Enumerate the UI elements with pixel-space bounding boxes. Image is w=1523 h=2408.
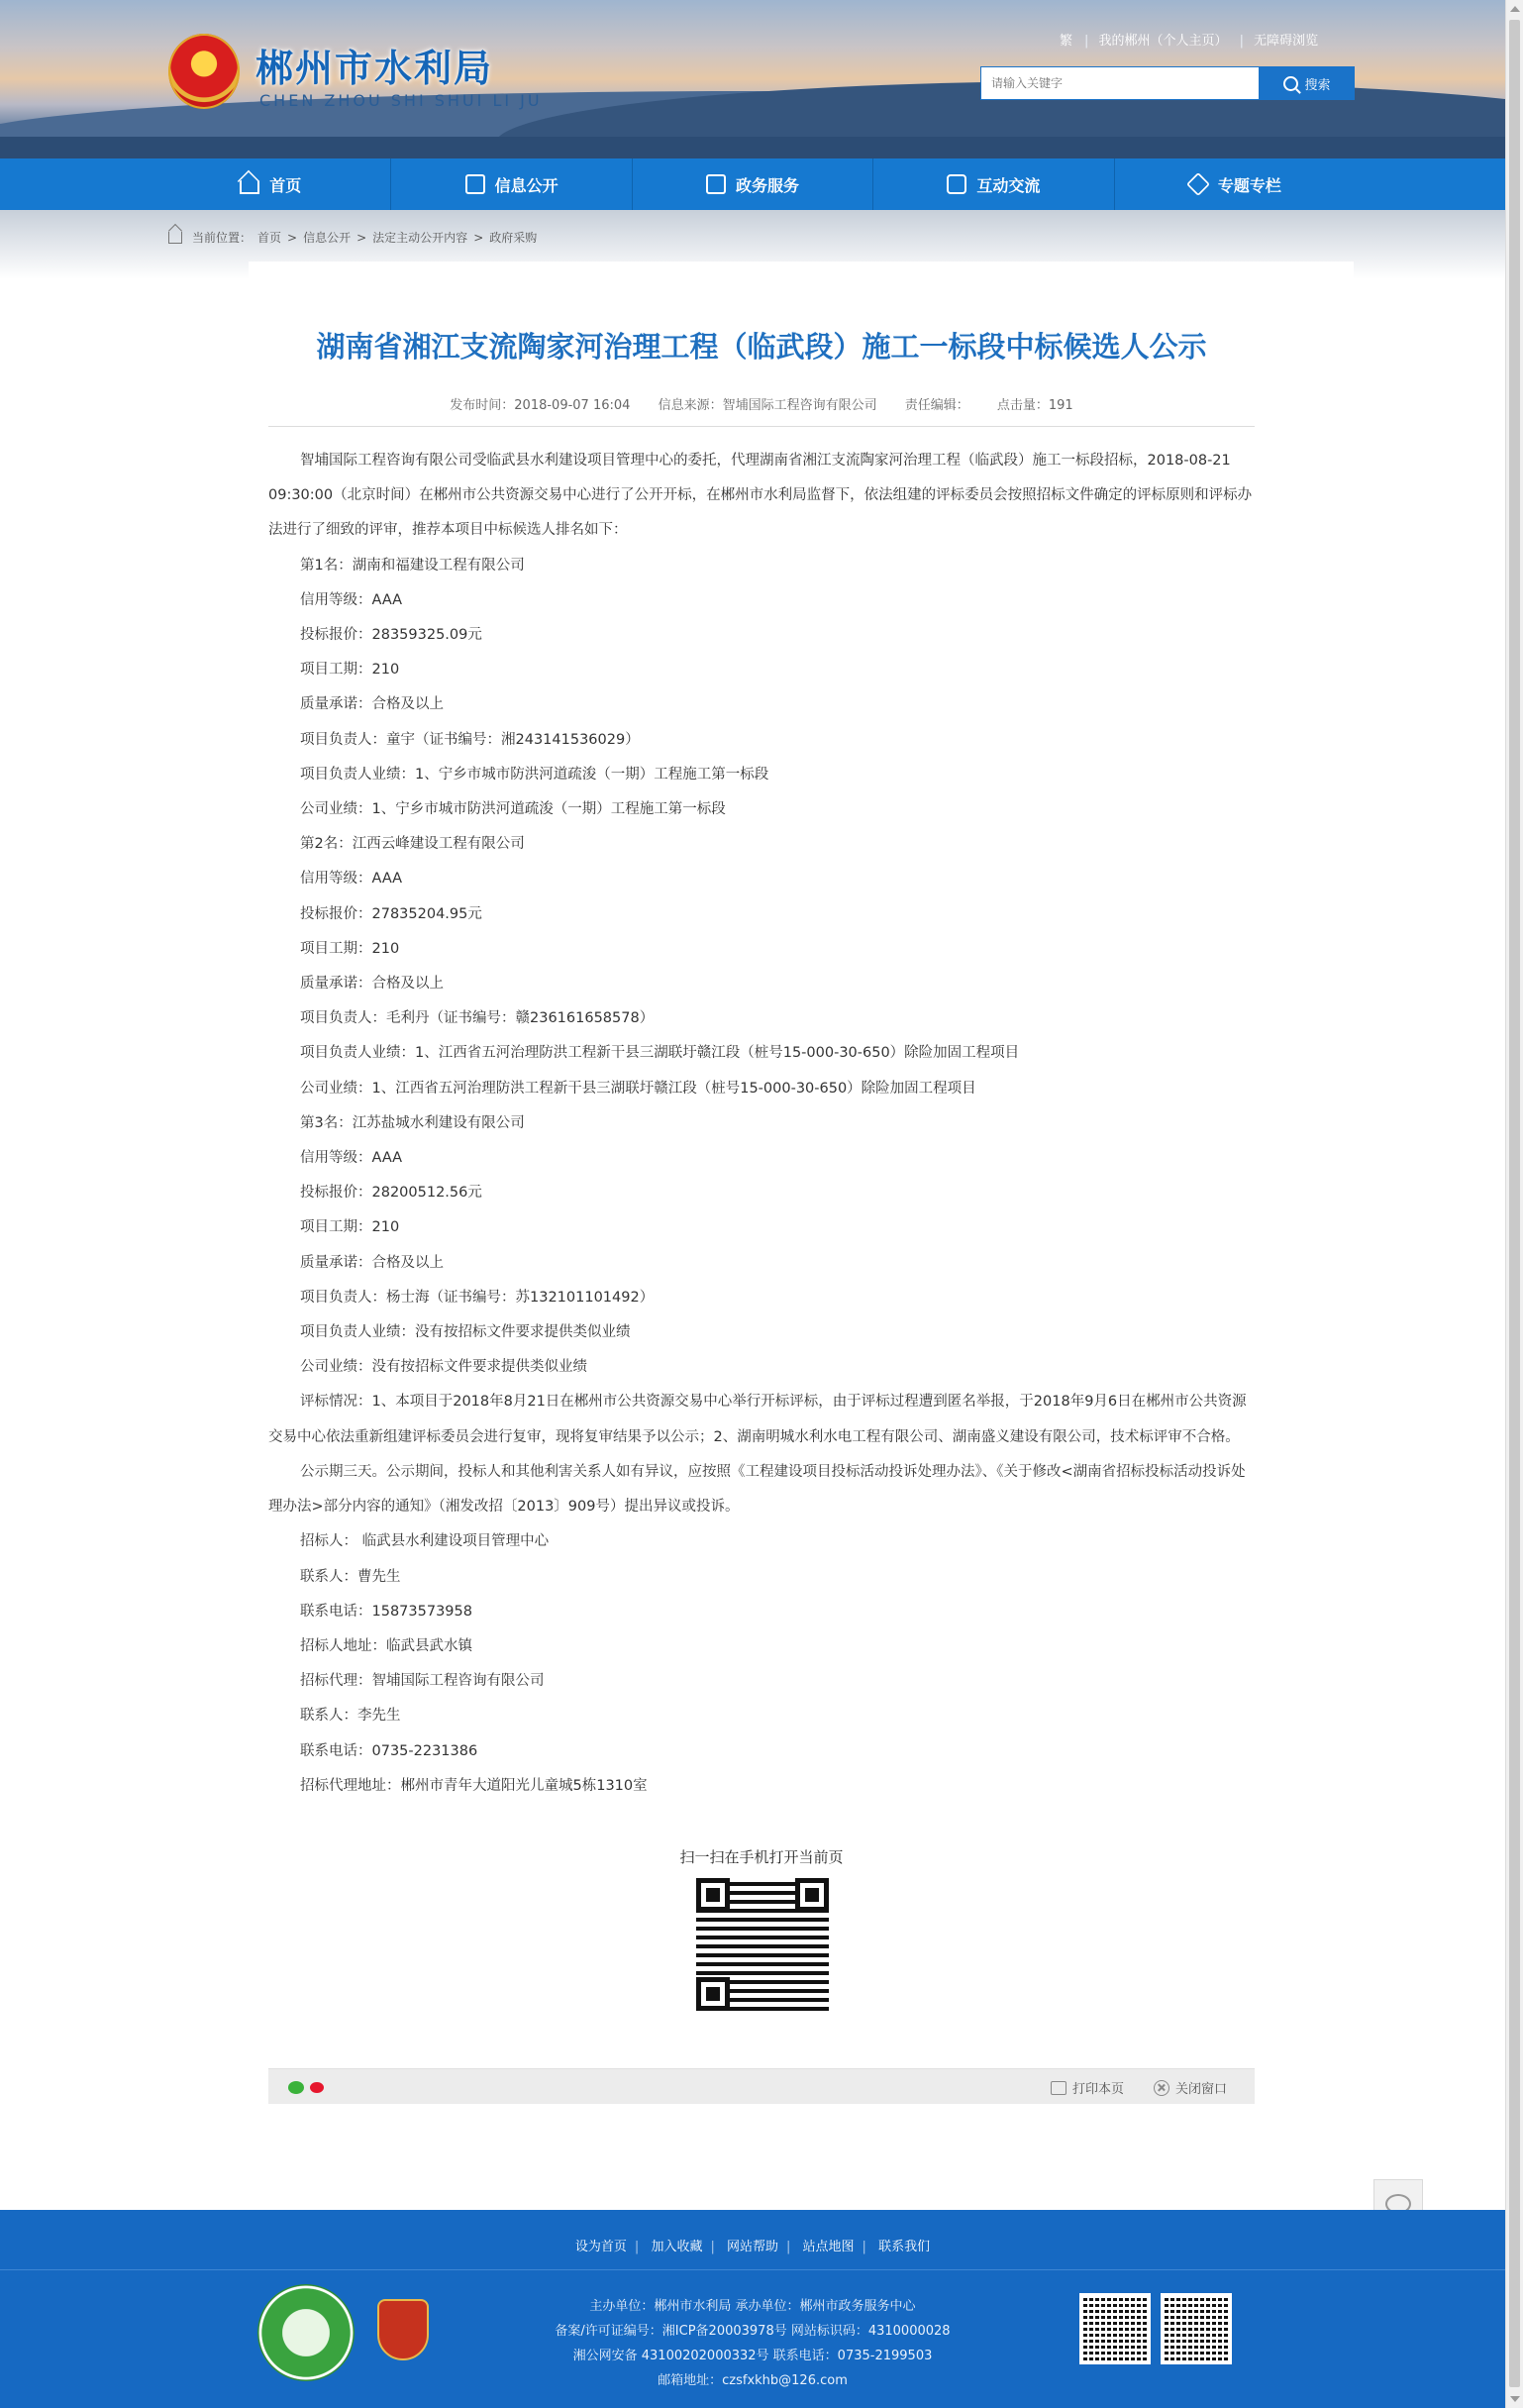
article-paragraph: 投标报价：27835204.95元 [300, 905, 482, 922]
print-label: 打印本页 [1072, 2082, 1125, 2097]
footer-qr-code [1161, 2293, 1232, 2364]
nav-item-label: 专题专栏 [1217, 175, 1281, 195]
article-paragraph: 项目负责人：毛利丹（证书编号：赣236161658578） [300, 1010, 655, 1027]
share-bar [268, 2068, 1255, 2104]
article-paragraph: 公示期三天。公示期间，投标人和其他利害关系人如有异议，应按照《工程建设项目投标活动投诉处理办法》、《关于修改<湖南省招标投标活动投诉处理办法>部分内容的通知》（湘发改招〔2013〕909号）提出异议或投诉。 [268, 1463, 1246, 1516]
close-icon [1154, 2080, 1169, 2096]
article-paragraph: 项目工期：210 [300, 940, 400, 957]
info-source: 信息来源：智埔国际工程咨询有限公司 [658, 398, 877, 413]
nav-item-label: 政务服务 [736, 175, 800, 195]
qr-finder [696, 1878, 730, 1912]
search-input[interactable] [981, 67, 1259, 99]
message-icon [947, 174, 966, 194]
article-paragraph: 评标情况：1、本项目于2018年8月21日在郴州市公共资源交易中心举行开标评标，由于评标过程遭到匿名举报，于2018年9月6日在郴州市公共资源交易中心依法重新组建评标委员会进行复审，现将复审结果予以公示；2、湖南明城水利水电工程有限公司、湖南盛义建设有限公司，技术标评审不合格。 [268, 1394, 1247, 1445]
footer-link-favorite[interactable]: 加入收藏 [651, 2240, 703, 2254]
divider: | [634, 2240, 640, 2254]
article-paragraph: 信用等级：AAA [300, 1150, 403, 1167]
footer-info [0, 2294, 1505, 2393]
footer-icp-line: 备案/许可证编号：湘ICP备20003978号 网站标识码：4310000028 [555, 2324, 951, 2339]
nav-item-topics[interactable] [1115, 158, 1355, 210]
article-paragraph: 项目负责人业绩：1、宁乡市城市防洪河道疏浚（一期）工程施工第一标段 [300, 766, 769, 783]
article-paragraph: 公司业绩：没有按招标文件要求提供类似业绩 [300, 1359, 587, 1376]
search-box [980, 66, 1260, 100]
footer [0, 2210, 1505, 2408]
divider: | [710, 2240, 715, 2254]
article-paragraph: 公司业绩：1、江西省五河治理防洪工程新干县三湖联圩赣江段（桩号15-000-30-650）除险加固工程项目 [300, 1080, 976, 1097]
breadcrumb [168, 229, 537, 246]
edit-icon [706, 174, 726, 194]
home-icon [168, 232, 182, 244]
article-meta [249, 394, 1274, 413]
article-paragraph: 项目负责人业绩：没有按招标文件要求提供类似业绩 [300, 1324, 631, 1341]
nav-item-label: 互动交流 [976, 175, 1041, 195]
wechat-share-icon[interactable] [288, 2081, 304, 2094]
site-title[interactable]: 郴州市水利局 [255, 49, 494, 90]
footer-link-contact[interactable]: 联系我们 [878, 2240, 931, 2254]
article-paragraph: 第2名：江西云峰建设工程有限公司 [300, 836, 525, 853]
article-paragraph: 投标报价：28359325.09元 [300, 627, 482, 644]
nav-item-interaction[interactable] [873, 158, 1114, 210]
article-paragraph: 智埔国际工程咨询有限公司受临武县水利建设项目管理中心的委托，代理湖南省湘江支流陶家河治理工程（临武段）施工一标段招标，2018-08-21 09:30:00（北京时间）在郴州市公共资源交易中心进行了公开开标，在郴州市水利局监督下，依法组建的评标委员会按照招标文件确定的评标原则和评标办法进行了细致的评审，推荐本项目中标候选人排名如下： [268, 453, 1253, 539]
nav-item-gov-service[interactable] [633, 158, 873, 210]
scrollbar[interactable] [1505, 0, 1523, 2408]
national-emblem-icon [168, 34, 240, 109]
article-paragraph: 联系电话：0735-2231386 [300, 1742, 478, 1759]
nav-item-label: 信息公开 [494, 175, 558, 195]
article-paragraph: 联系人：曹先生 [300, 1568, 401, 1585]
article-paragraph: 项目负责人业绩：1、江西省五河治理防洪工程新干县三湖联圩赣江段（桩号15-000-30-650）除险加固工程项目 [300, 1045, 1020, 1062]
nav-item-home[interactable] [151, 158, 391, 210]
breadcrumb-prefix: 当前位置： [192, 231, 253, 245]
site-subtitle: CHEN ZHOU SHI SHUI LI JU [259, 91, 543, 110]
qr-finder [795, 1878, 829, 1912]
footer-qr-code [1079, 2293, 1151, 2364]
close-label: 关闭窗口 [1175, 2082, 1228, 2097]
breadcrumb-item-home[interactable]: 首页 [257, 231, 282, 245]
article-paragraph: 质量承诺：合格及以上 [300, 696, 444, 713]
search-button-label: 搜索 [1304, 77, 1331, 93]
print-button[interactable] [1051, 2078, 1124, 2097]
home-icon [240, 180, 259, 194]
search-icon [1283, 76, 1298, 91]
divider: | [1084, 34, 1089, 49]
article-paragraph: 招标人地址：临武县武水镇 [300, 1637, 472, 1654]
article-paragraph: 信用等级：AAA [300, 871, 403, 888]
footer-divider [0, 2269, 1505, 2270]
footer-police-line: 湘公网安备 43100202000332号 联系电话：0735-2199503 [572, 2349, 933, 2363]
breadcrumb-separator: > [287, 230, 298, 245]
page-qr-code [696, 1878, 829, 2011]
article-paragraph: 信用等级：AAA [300, 591, 403, 608]
article-paragraph: 第1名：湖南和福建设工程有限公司 [300, 557, 525, 574]
my-chenzhou-link[interactable]: 我的郴州（个人主页） [1098, 34, 1228, 49]
footer-link-set-home[interactable]: 设为首页 [574, 2240, 627, 2254]
search-button[interactable] [1260, 66, 1355, 100]
article-paragraph: 项目负责人：杨士海（证书编号：苏132101101492） [300, 1289, 655, 1306]
header-banner [0, 0, 1505, 158]
main-nav [0, 158, 1505, 210]
article-paragraph: 第3名：江苏盐城水利建设有限公司 [300, 1114, 525, 1131]
scroll-up-arrow-icon[interactable] [1510, 6, 1520, 12]
article-paragraph: 项目负责人：童宇（证书编号：湘243141536029） [300, 731, 640, 748]
article-paragraph: 招标代理地址：郴州市青年大道阳光儿童城5栋1310室 [300, 1777, 648, 1794]
article-paragraph: 招标代理：智埔国际工程咨询有限公司 [300, 1673, 545, 1690]
footer-link-help[interactable]: 网站帮助 [726, 2240, 778, 2254]
breadcrumb-item-statutory[interactable]: 法定主动公开内容 [372, 231, 468, 245]
banner-water [0, 137, 1505, 158]
hit-count: 点击量：191 [996, 398, 1073, 413]
editor: 责任编辑： [904, 398, 969, 413]
breadcrumb-separator: > [356, 230, 367, 245]
article-paragraph: 项目工期：210 [300, 1219, 400, 1236]
article-container [249, 262, 1354, 2342]
printer-icon [1051, 2081, 1066, 2095]
article-paragraph: 质量承诺：合格及以上 [300, 976, 444, 993]
nav-item-label: 首页 [269, 175, 302, 195]
traditional-chinese-link[interactable]: 繁 [1060, 34, 1073, 49]
scrollbar-thumb[interactable] [1509, 20, 1520, 2387]
article-paragraph: 质量承诺：合格及以上 [300, 1254, 444, 1271]
weibo-share-icon[interactable] [310, 2082, 324, 2093]
footer-links [0, 2236, 1505, 2254]
breadcrumb-item-info[interactable]: 信息公开 [303, 231, 352, 245]
article-content [268, 444, 1255, 1804]
breadcrumb-item-procurement[interactable]: 政府采购 [489, 231, 538, 245]
article-paragraph: 联系电话：15873573958 [300, 1603, 472, 1620]
divider: | [1239, 34, 1244, 49]
scroll-down-arrow-icon[interactable] [1510, 2396, 1520, 2402]
top-links [1060, 30, 1324, 49]
layers-icon [1186, 172, 1210, 196]
breadcrumb-separator: > [473, 230, 484, 245]
article-paragraph: 项目工期：210 [300, 662, 400, 679]
qr-label: 扫一扫在手机打开当前页 [679, 1848, 844, 1866]
article-paragraph: 投标报价：28200512.56元 [300, 1185, 482, 1202]
divider: | [862, 2240, 866, 2254]
footer-email-line: 邮箱地址：czsfxkhb@126.com [658, 2373, 848, 2388]
article-paragraph: 招标人： 临武县水利建设项目管理中心 [300, 1533, 550, 1550]
title-divider [268, 426, 1255, 427]
article-title: 湖南省湘江支流陶家河治理工程（临武段）施工一标段中标候选人公示 [316, 330, 1207, 364]
divider: | [786, 2240, 791, 2254]
publish-time: 发布时间：2018-09-07 16:04 [450, 398, 631, 413]
article-paragraph: 联系人：李先生 [300, 1708, 401, 1725]
article-paragraph: 公司业绩：1、宁乡市城市防洪河道疏浚（一期）工程施工第一标段 [300, 801, 726, 818]
qr-finder [696, 1977, 730, 2011]
footer-link-sitemap[interactable]: 站点地图 [802, 2240, 855, 2254]
nav-item-info-public[interactable] [391, 158, 632, 210]
document-icon [465, 174, 485, 194]
close-window-button[interactable] [1154, 2078, 1227, 2097]
footer-host-line: 主办单位：郴州市水利局 承办单位：郴州市政务服务中心 [589, 2299, 916, 2314]
accessibility-link[interactable]: 无障碍浏览 [1254, 34, 1319, 49]
